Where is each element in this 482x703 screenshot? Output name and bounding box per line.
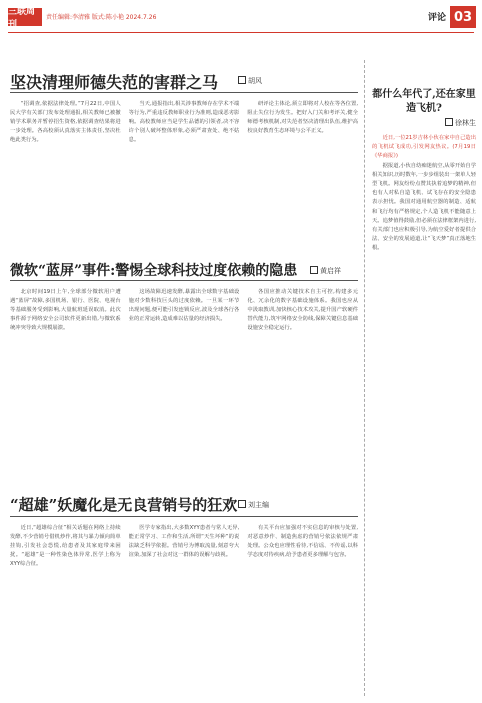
article-1-title: 坚决清理师德失范的害群之马	[10, 73, 219, 92]
article-2-rule	[10, 280, 358, 281]
sidebar-title: 都什么年代了,还在家里造飞机?	[372, 89, 476, 114]
column-divider	[364, 60, 365, 696]
article-1-author: 胡风	[238, 76, 262, 86]
article-1-col-2: 当天,通报指出,相关涉事教师存在学术不端等行为,严重违反教师职业行为准则,造成恶劣影响。高校教师应当是学生品德的引领者,决不容许个别人破坏整体形象,必须严肃查处、绝不姑息。	[128, 101, 240, 143]
article-3-col-3: 有关平台应加强对不实信息的审核与处置,对恶意炒作、制造焦虑的营销号依法依规严肃处理。公众也应理性看待,不信谣、不传谣,以科学态度对待疾病,给予患者更多理解与包容。	[247, 525, 359, 558]
header-divider	[8, 32, 474, 33]
sidebar-lead: 近日,一位21岁吉林小伙在家中自己造出的飞机试飞成功,引发网友热议。(7月19日《华商报》)	[372, 135, 476, 160]
article-1-col-3: 研评论主体论,须立即将对人校在等各位置,阻止失位行为发生。把好入门关和考评关,健全师德考核机制,对失范者坚决清理出队伍,维护高校良好教育生态环境与公平正义。	[247, 101, 359, 134]
sidebar-author-name: 徐林生	[445, 119, 476, 127]
page-header	[0, 0, 482, 44]
article-3-title: “超雄”妖魔化是无良营销号的狂欢	[10, 496, 238, 514]
article-3-author: 刘主编	[238, 500, 269, 510]
article-2-title: 微软“蓝屏”事件:警惕全球科技过度依赖的隐患	[10, 263, 298, 279]
article-1-rule	[10, 92, 358, 93]
article-3-col-1: 近日,“超雄综合征”相关话题在网络上持续发酵,不少营销号借机炒作,将其与暴力倾向简单挂钩,引发社会恐慌,给患者及其家庭带来困扰。“超雄”是一种性染色体异常,医学上称为XYY综合征。	[10, 525, 121, 567]
article-1-body	[10, 100, 358, 210]
article-2-col-3: 各国应推动关键技术自主可控,构建多元化、冗余化的数字基础设施体系。我国也应从中汲取教训,加快核心技术攻关,提升国产软硬件替代能力,筑牢网络安全防线,保障关键信息基础设施安全稳定运行。	[247, 289, 359, 331]
article-2-col-2: 这场故障迅速发酵,暴露出全球数字基础设施对少数科技巨头的过度依赖。一旦某一环节出现问题,便可能引发连锁反应,波及全球各行各业的正常运转,造成难以估量的经济损失。	[128, 289, 240, 322]
page-number: 03	[450, 6, 476, 28]
article-3-col-2: 医学专家指出,大多数XYY患者与常人无异,能正常学习、工作和生活,所谓“天生坏种”的说法缺乏科学依据。营销号为博取流量,刻意夸大渲染,加深了社会对这一群体的误解与歧视。	[128, 525, 240, 558]
sidebar-body	[372, 134, 476, 694]
article-3-body	[10, 524, 358, 700]
sidebar-column	[372, 88, 476, 694]
editor-credits: 责任编辑:李清雅 版式:陈小艳 2024.7.26	[46, 14, 157, 21]
sidebar-author	[372, 118, 476, 128]
masthead-logo: 三联周刊	[8, 8, 42, 26]
article-2-author: 黄启祥	[310, 266, 341, 276]
article-2-col-1: 北京时间19日上午,全球部分微软用户遭遇“蓝屏”故障,多国机场、银行、医院、电视台等基础服务受到影响,大量航班延误取消。此次事件源于网络安全公司软件更新出错,与微软系统冲突导致大规模崩溃。	[10, 289, 121, 331]
article-1-col-1: “招调查,依据法律处理。”7月22日,中国人民大学有关部门发布处理通报,相关教师已被撤销学术职务并暂停招生资格,依据调查结果将进一步处理。各高校须认真落实主体责任,坚决杜绝此类行为。	[10, 101, 121, 143]
article-2-body	[10, 288, 358, 468]
section-title: 评论	[427, 13, 446, 23]
article-3-rule	[10, 516, 358, 517]
sidebar-text: 据报道,小伙自幼痴迷航空,从零开始自学相关知识,历时数年,一步步组装出一架单人轻型飞机。网友纷纷点赞其执着追梦的精神,但也有人对私自造飞机、试飞存在的安全隐患表示担忧。我国对通用航空器的制造、适航和飞行均有严格规定,个人造飞机不能随意上天。追梦值得鼓励,但必须在法律框架内进行,有关部门也应积极引导,为航空爱好者提供合法、安全的发展通道,让“飞天梦”真正落地生根。	[372, 162, 476, 252]
